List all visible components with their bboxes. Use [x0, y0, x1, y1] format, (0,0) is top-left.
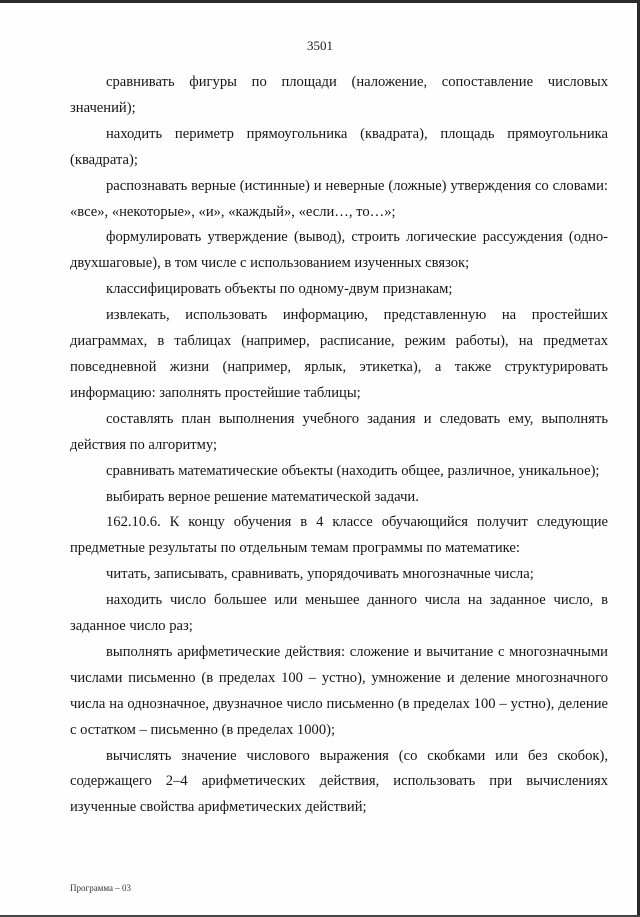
paragraph: вычислять значение числового выражения (со скобками или без скобок), содержащего 2–4 арифметических действия, использовать при вычислениях изученные свойства арифметических действий; — [70, 747, 608, 816]
paragraph: находить число большее или меньшее данного числа на заданное число, в заданное число раз; — [70, 592, 608, 635]
paragraph: составлять план выполнения учебного задания и следовать ему, выполнять действия по алгоритму; — [70, 410, 608, 453]
section-paragraph: 162.10.6. К концу обучения в 4 классе обучающийся получит следующие предметные результаты по отдельным темам программы по математике: — [70, 514, 608, 557]
paragraph: выбирать верное решение математической задачи. — [106, 488, 419, 505]
scan-edge-top — [0, 0, 640, 3]
paragraph: читать, записывать, сравнивать, упорядочивать многозначные числа; — [106, 566, 534, 583]
body-text — [70, 70, 608, 821]
page-footer: Программа – 03 — [70, 883, 132, 893]
paragraph: распознавать верные (истинные) и неверные (ложные) утверждения со словами: «все», «некоторые», «и», «каждый», «если…, то…»; — [70, 177, 608, 220]
paragraph: сравнивать фигуры по площади (наложение, сопоставление числовых значений); — [70, 74, 608, 116]
paragraph: выполнять арифметические действия: сложение и вычитание с многозначными числами письменно (в пределах 100 – устно), умножение и деление многозначного числа на однозначное, двузначное число письменно (в пределах 100 – устно), деление с остатком – письменно (в пределах 1000); — [70, 643, 608, 738]
paragraph: находить периметр прямоугольника (квадрата), площадь прямоугольника (квадрата); — [70, 125, 608, 168]
paragraph: формулировать утверждение (вывод), строить логические рассуждения (одно-двухшаговые), в том числе с использованием изученных связок; — [70, 229, 608, 272]
paragraph: извлекать, использовать информацию, представленную на простейших диаграммах, в таблицах (например, расписание, режим работы), на предметах повседневной жизни (например, ярлык, этикетка), а также структурировать информацию: заполнять простейшие таблицы; — [70, 307, 608, 401]
paragraph: классифицировать объекты по одному-двум признакам; — [106, 281, 453, 298]
page-number: 3501 — [307, 38, 333, 53]
paragraph: сравнивать математические объекты (находить общее, различное, уникальное); — [106, 462, 600, 479]
